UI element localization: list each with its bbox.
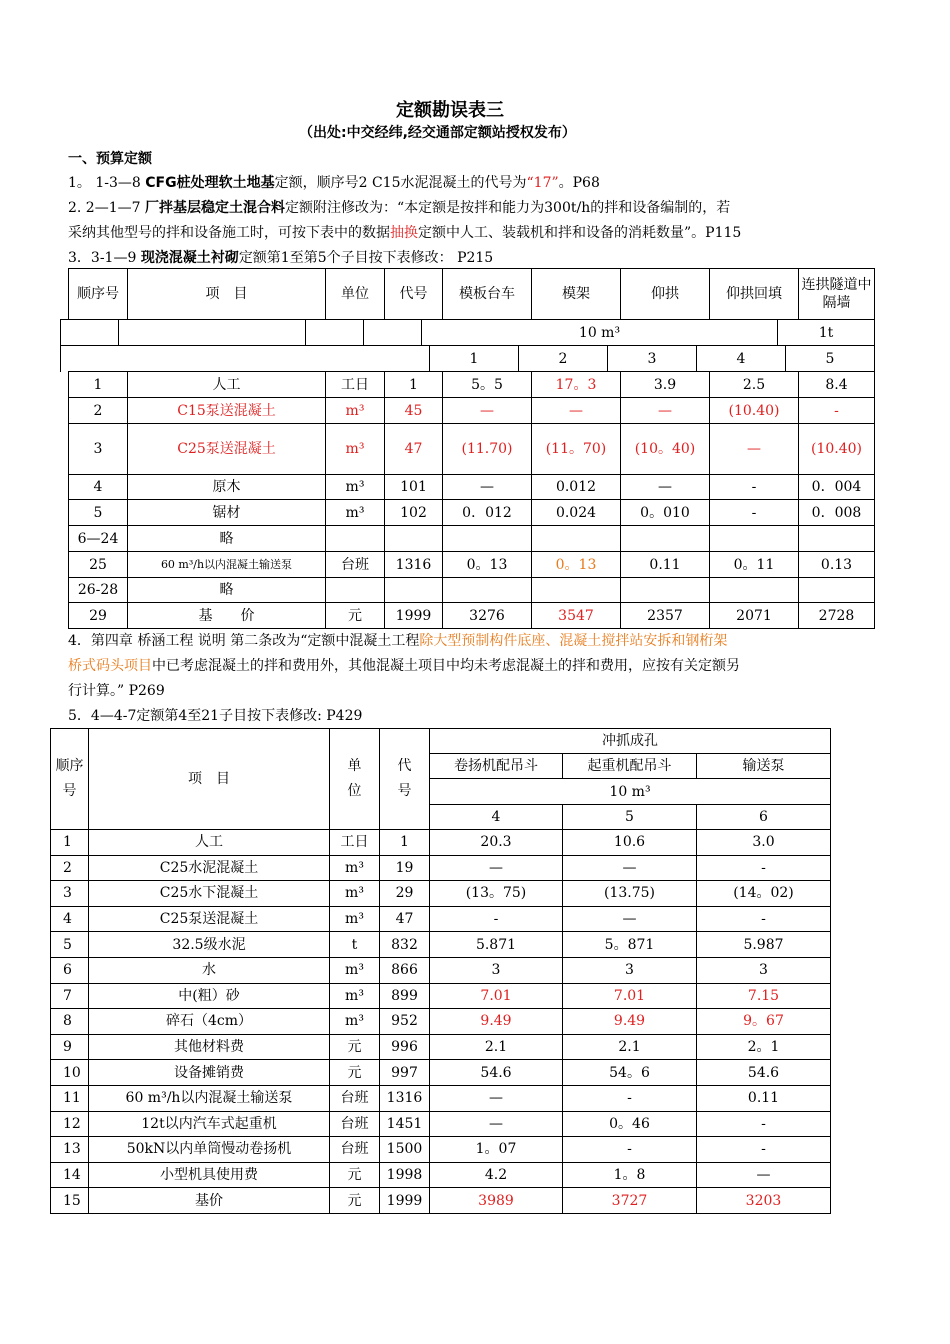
- t1-val: —: [532, 398, 621, 424]
- t2-unit: 元: [330, 1162, 380, 1188]
- t2-val: —: [697, 1162, 831, 1188]
- t2-seq: 5: [51, 932, 89, 958]
- t2-item: 设备摊销费: [89, 1060, 330, 1086]
- t1-h-code: 代号: [385, 269, 443, 320]
- t1-code: 1316: [385, 552, 443, 578]
- t2-item: 小型机具使用费: [89, 1162, 330, 1188]
- table-row: [69, 526, 875, 552]
- t1-item: 略: [128, 526, 326, 552]
- table-row: [51, 1085, 831, 1111]
- t1-code: 47: [385, 424, 443, 475]
- t2-seq: 13: [51, 1137, 89, 1163]
- t1-val: 0.024: [532, 500, 621, 526]
- t2-item: 人工: [89, 830, 330, 856]
- t2-h-unitrow: 10 m³: [430, 779, 831, 805]
- table-row: [69, 578, 875, 603]
- t1-item: C25泵送混凝土: [128, 424, 326, 475]
- t1-val: -: [710, 475, 799, 500]
- t1-val: (11.70): [443, 424, 532, 475]
- t1-val: 3.9: [621, 372, 710, 398]
- t1-val: (10。40): [621, 424, 710, 475]
- t2-val: 3: [697, 957, 831, 983]
- t1-seq: 6—24: [69, 526, 128, 552]
- t2-val: -: [697, 855, 831, 881]
- t1-val: 0。11: [710, 552, 799, 578]
- t2-item: 60 m³/h以内混凝土输送泵: [89, 1085, 330, 1111]
- table-row: [69, 475, 875, 500]
- t2-item: 50kN以内单筒慢动卷扬机: [89, 1137, 330, 1163]
- t2-unit: m³: [330, 983, 380, 1009]
- t1-val: 0．008: [799, 500, 875, 526]
- t1-val: 3547: [532, 603, 621, 629]
- t2-val: 4.2: [430, 1162, 563, 1188]
- t2-val: -: [697, 1111, 831, 1137]
- t2-val: (13。75): [430, 881, 563, 907]
- t2-h-group: 冲抓成孔: [430, 729, 831, 754]
- t1-code: 1999: [385, 603, 443, 629]
- t1-code: 45: [385, 398, 443, 424]
- t1-unit-b: 1t: [778, 320, 875, 346]
- t1-unit: 工日: [326, 372, 385, 398]
- t2-h-col: 起重机配吊斗: [563, 754, 697, 779]
- t1-val: 3276: [443, 603, 532, 629]
- t2-val: -: [697, 1137, 831, 1163]
- t2-unit: m³: [330, 906, 380, 932]
- t2-val: 54。6: [563, 1060, 697, 1086]
- t2-seq: 15: [51, 1188, 89, 1214]
- t1-unit: m³: [326, 475, 385, 500]
- item-4-line3: 行计算。” P269: [68, 683, 165, 699]
- table1-unit-row: [60, 319, 875, 346]
- t1-item: 60 m³/h以内混凝土输送泵: [128, 552, 326, 578]
- t2-val: 2。1: [697, 1034, 831, 1060]
- t1-h-col: 仰拱: [621, 269, 710, 320]
- t2-unit: 元: [330, 1060, 380, 1086]
- t1-val: 0．004: [799, 475, 875, 500]
- t1-unit-a: 10 m³: [422, 320, 778, 346]
- table-row: [69, 424, 875, 475]
- t1-val: (11。70): [532, 424, 621, 475]
- t1-val: 0。13: [443, 552, 532, 578]
- t1-item: 略: [128, 578, 326, 603]
- table-row: [51, 1111, 831, 1137]
- t2-code: 1: [380, 830, 430, 856]
- t2-unit: t: [330, 932, 380, 958]
- t2-val: 54.6: [697, 1060, 831, 1086]
- t2-val: 7.01: [430, 983, 563, 1009]
- t2-h-unit: 单位: [330, 729, 380, 830]
- t1-seq: 29: [69, 603, 128, 629]
- t2-unit: 元: [330, 1034, 380, 1060]
- t2-code: 47: [380, 906, 430, 932]
- item-2-line2: 采纳其他型号的拌和设备施工时，可按下表中的数据抽换定额中人工、装载机和拌和设备的消耗数量”。P115: [68, 225, 742, 241]
- table-row: [51, 830, 831, 856]
- t2-item: C25水泥混凝土: [89, 855, 330, 881]
- t2-seq: 2: [51, 855, 89, 881]
- table-row: [51, 1188, 831, 1214]
- item-1: 1。 1-3—8 CFG桩处理软土地基定额，顺序号2 C15水泥混凝土的代号为“17”。P68: [68, 175, 600, 191]
- t2-val: 3727: [563, 1188, 697, 1214]
- table-row: [51, 1162, 831, 1188]
- t2-val: 3.0: [697, 830, 831, 856]
- t2-unit: 工日: [330, 830, 380, 856]
- t2-code: 1451: [380, 1111, 430, 1137]
- t2-val: 9。67: [697, 1009, 831, 1035]
- t2-code: 19: [380, 855, 430, 881]
- t1-h-col: 模板台车: [443, 269, 532, 320]
- table-row: [51, 957, 831, 983]
- t1-unit: 元: [326, 603, 385, 629]
- t2-num: 4: [430, 805, 563, 830]
- t1-seq: 5: [69, 500, 128, 526]
- t2-unit: m³: [330, 855, 380, 881]
- t2-code: 1316: [380, 1085, 430, 1111]
- t1-h-col: 连拱隧道中隔墙: [799, 269, 875, 320]
- t2-val: 1。8: [563, 1162, 697, 1188]
- t2-h-code: 代号: [380, 729, 430, 830]
- t2-val: 3: [430, 957, 563, 983]
- table-row: [51, 906, 831, 932]
- t2-val: 1。07: [430, 1137, 563, 1163]
- table-row: [69, 552, 875, 578]
- t1-val: 0。010: [621, 500, 710, 526]
- t2-item: 12t以内汽车式起重机: [89, 1111, 330, 1137]
- t2-item: 中(粗）砂: [89, 983, 330, 1009]
- t1-item: 人工: [128, 372, 326, 398]
- t2-h-col: 卷扬机配吊斗: [430, 754, 563, 779]
- t2-val: (14。02): [697, 881, 831, 907]
- t1-seq: 3: [69, 424, 128, 475]
- t2-code: 29: [380, 881, 430, 907]
- t2-num: 6: [697, 805, 831, 830]
- table-row: [51, 855, 831, 881]
- section-heading: 一、预算定额: [68, 151, 152, 167]
- t2-item: 碎石（4cm）: [89, 1009, 330, 1035]
- t1-h-col: 仰拱回填: [710, 269, 799, 320]
- t1-val: -: [710, 500, 799, 526]
- t1-val: (10.40): [710, 398, 799, 424]
- t2-val: 2.1: [430, 1034, 563, 1060]
- t2-seq: 9: [51, 1034, 89, 1060]
- t2-val: 54.6: [430, 1060, 563, 1086]
- t1-num: 5: [786, 346, 875, 372]
- t2-seq: 12: [51, 1111, 89, 1137]
- t1-seq: 1: [69, 372, 128, 398]
- t2-seq: 4: [51, 906, 89, 932]
- t2-val: 0.11: [697, 1085, 831, 1111]
- t2-item: 水: [89, 957, 330, 983]
- t1-item: C15泵送混凝土: [128, 398, 326, 424]
- t2-unit: 元: [330, 1188, 380, 1214]
- t2-val: -: [563, 1137, 697, 1163]
- t2-code: 1999: [380, 1188, 430, 1214]
- t2-unit: m³: [330, 957, 380, 983]
- t2-item: 32.5级水泥: [89, 932, 330, 958]
- t1-num: 3: [608, 346, 697, 372]
- t1-val: 0.11: [621, 552, 710, 578]
- t2-code: 832: [380, 932, 430, 958]
- t2-val: 0。46: [563, 1111, 697, 1137]
- table1-header: [68, 268, 875, 320]
- t2-code: 996: [380, 1034, 430, 1060]
- item-5: 5．4—4-7定额第4至21子目按下表修改: P429: [68, 708, 363, 724]
- t1-item: 原木: [128, 475, 326, 500]
- t1-seq: 2: [69, 398, 128, 424]
- table-row: [51, 932, 831, 958]
- t2-val: —: [430, 855, 563, 881]
- t2-h-col: 输送泵: [697, 754, 831, 779]
- t2-val: -: [430, 906, 563, 932]
- t1-val: 17。3: [532, 372, 621, 398]
- table1-num-row: [60, 345, 875, 372]
- t2-val: 3203: [697, 1188, 831, 1214]
- t1-val: 0。13: [532, 552, 621, 578]
- t2-val: —: [430, 1085, 563, 1111]
- table-row: [51, 1034, 831, 1060]
- t2-val: 5.871: [430, 932, 563, 958]
- t2-h-item: 项 目: [89, 729, 330, 830]
- t2-seq: 14: [51, 1162, 89, 1188]
- t1-item: 锯材: [128, 500, 326, 526]
- t2-seq: 7: [51, 983, 89, 1009]
- t2-seq: 1: [51, 830, 89, 856]
- t1-val: (10.40): [799, 424, 875, 475]
- t1-val: —: [621, 398, 710, 424]
- t2-code: 952: [380, 1009, 430, 1035]
- t2-unit: 台班: [330, 1111, 380, 1137]
- t1-val: —: [443, 475, 532, 500]
- t1-val: 0.012: [532, 475, 621, 500]
- t1-h-unit: 单位: [326, 269, 385, 320]
- t2-seq: 11: [51, 1085, 89, 1111]
- t1-code: 101: [385, 475, 443, 500]
- t1-val: 5。5: [443, 372, 532, 398]
- t1-val: 8.4: [799, 372, 875, 398]
- table-row: [51, 1060, 831, 1086]
- t1-val: -: [799, 398, 875, 424]
- t2-unit: 台班: [330, 1137, 380, 1163]
- t1-seq: 25: [69, 552, 128, 578]
- t1-val: 2728: [799, 603, 875, 629]
- t2-code: 866: [380, 957, 430, 983]
- t1-code: 102: [385, 500, 443, 526]
- t2-unit: 台班: [330, 1085, 380, 1111]
- table-row: [51, 1137, 831, 1163]
- t2-code: 1998: [380, 1162, 430, 1188]
- table2: [50, 728, 831, 1214]
- t2-code: 997: [380, 1060, 430, 1086]
- t2-seq: 3: [51, 881, 89, 907]
- page-subtitle: （出处:中交经纬,经交通部定额站授权发布）: [299, 125, 576, 141]
- t2-item: 基价: [89, 1188, 330, 1214]
- item-2: 2. 2—1—7 厂拌基层稳定土混合料定额附注修改为：“本定额是按拌和能力为300t/h的拌和设备编制的，若: [68, 200, 731, 216]
- table-row: [69, 500, 875, 526]
- t1-unit: 台班: [326, 552, 385, 578]
- t1-val: 2071: [710, 603, 799, 629]
- table-row: [69, 372, 875, 398]
- table-row: [69, 398, 875, 424]
- t2-val: 20.3: [430, 830, 563, 856]
- t2-item: C25泵送混凝土: [89, 906, 330, 932]
- t1-val: 0．012: [443, 500, 532, 526]
- t2-val: 5.987: [697, 932, 831, 958]
- t1-val: 2.5: [710, 372, 799, 398]
- item-3: 3．3-1—9 现浇混凝土衬砌定额第1至第5个子目按下表修改： P215: [68, 250, 494, 266]
- t2-code: 1500: [380, 1137, 430, 1163]
- t2-val: 9.49: [563, 1009, 697, 1035]
- t1-h-col: 模架: [532, 269, 621, 320]
- t1-val: —: [710, 424, 799, 475]
- t2-seq: 8: [51, 1009, 89, 1035]
- item-4-line2: 桥式码头项目中已考虑混凝土的拌和费用外，其他混凝土项目中均未考虑混凝土的拌和费用，应按有关定额另: [68, 658, 740, 674]
- table-row: [51, 881, 831, 907]
- t2-val: -: [563, 1085, 697, 1111]
- t2-val: 9.49: [430, 1009, 563, 1035]
- t1-item: 基 价: [128, 603, 326, 629]
- t2-item: C25水下混凝土: [89, 881, 330, 907]
- t1-num: 4: [697, 346, 786, 372]
- t2-val: -: [697, 906, 831, 932]
- t1-unit: m³: [326, 424, 385, 475]
- t1-unit: m³: [326, 500, 385, 526]
- t2-seq: 10: [51, 1060, 89, 1086]
- t2-unit: m³: [330, 1009, 380, 1035]
- t2-val: —: [430, 1111, 563, 1137]
- t2-val: 2.1: [563, 1034, 697, 1060]
- t1-val: 0.13: [799, 552, 875, 578]
- t2-val: —: [563, 906, 697, 932]
- t1-val: —: [443, 398, 532, 424]
- t2-seq: 6: [51, 957, 89, 983]
- t1-h-seq: 顺序号: [69, 269, 128, 320]
- table-row: [51, 1009, 831, 1035]
- t2-val: 3989: [430, 1188, 563, 1214]
- t2-h-seq: 顺序号: [51, 729, 89, 830]
- t2-unit: m³: [330, 881, 380, 907]
- t1-val: 2357: [621, 603, 710, 629]
- t2-val: 5。871: [563, 932, 697, 958]
- t2-val: (13.75): [563, 881, 697, 907]
- t2-code: 899: [380, 983, 430, 1009]
- t1-unit: m³: [326, 398, 385, 424]
- t2-item: 其他材料费: [89, 1034, 330, 1060]
- t1-num: 1: [430, 346, 519, 372]
- table-row: [69, 603, 875, 629]
- t1-h-item: 项 目: [128, 269, 326, 320]
- t2-val: 7.15: [697, 983, 831, 1009]
- t2-num: 5: [563, 805, 697, 830]
- t2-val: —: [563, 855, 697, 881]
- t1-seq: 4: [69, 475, 128, 500]
- t2-val: 7.01: [563, 983, 697, 1009]
- table1-body: [68, 371, 875, 629]
- t1-val: —: [621, 475, 710, 500]
- t1-num: 2: [519, 346, 608, 372]
- t2-val: 3: [563, 957, 697, 983]
- table-row: [51, 983, 831, 1009]
- t2-val: 10.6: [563, 830, 697, 856]
- t1-code: 1: [385, 372, 443, 398]
- item-4: 4．第四章 桥涵工程 说明 第二条改为“定额中混凝土工程除大型预制构件底座、混凝土搅拌站安拆和钢桁架: [68, 633, 728, 649]
- t1-seq: 26-28: [69, 578, 128, 603]
- page-title: 定额勘误表三: [396, 100, 504, 121]
